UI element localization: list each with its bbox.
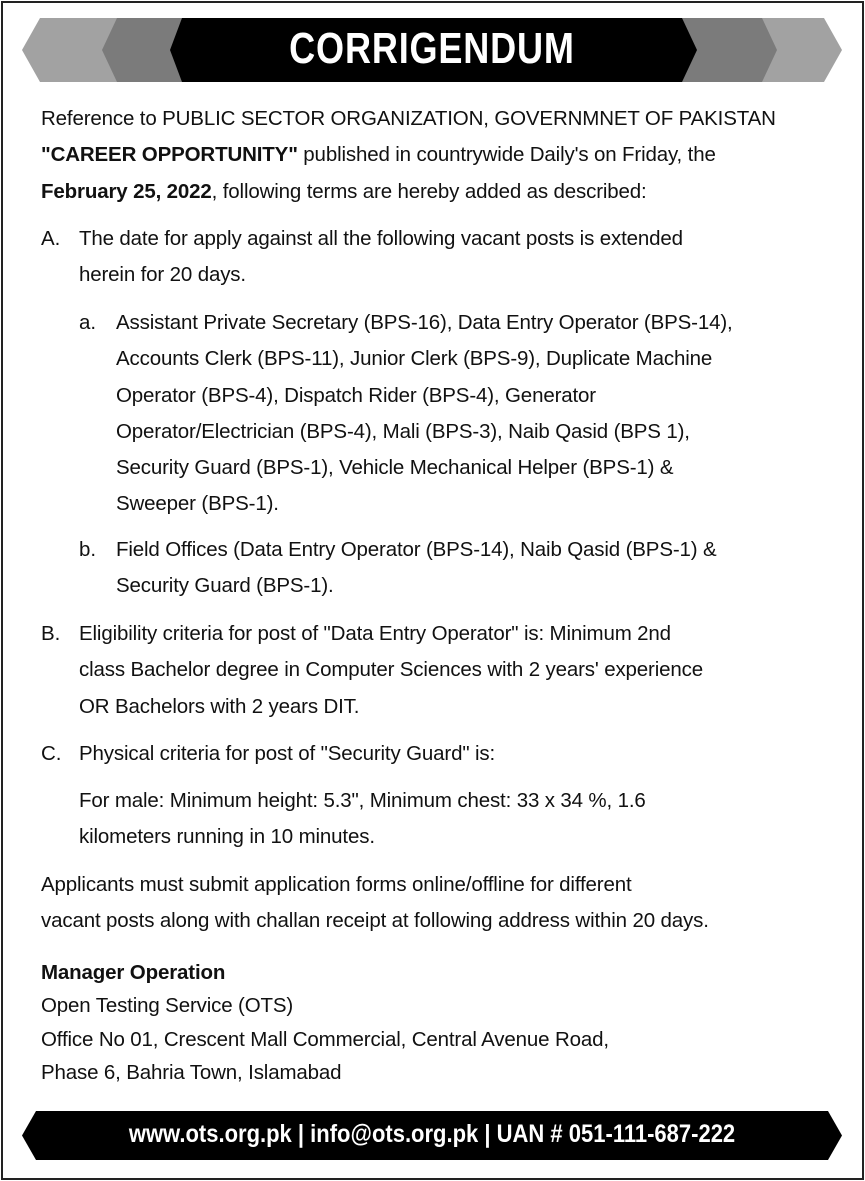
intro-bold-date: February 25, 2022 xyxy=(41,179,212,203)
address-title: Manager Operation xyxy=(41,961,226,984)
item-text: Eligibility criteria for post of "Data Entry Operator" is: Minimum 2nd class Bachelor degree in Computer Sciences with 2 years' experience OR Bachelors with 2 years DIT. xyxy=(79,622,703,718)
intro-paragraph xyxy=(41,101,776,210)
page-title: CORRIGENDUM xyxy=(289,24,575,73)
item-label: a. xyxy=(79,311,97,334)
item-label: B. xyxy=(41,622,61,645)
item-text: The date for apply against all the following vacant posts is extended herein for 20 days. xyxy=(79,227,683,287)
item-text: For male: Minimum height: 5.3", Minimum chest: 33 x 34 %, 1.6 kilometers running in 10 minutes. xyxy=(79,789,646,849)
contact-info: www.ots.org.pk | info@ots.org.pk | UAN # 051-111-687-222 xyxy=(128,1120,736,1148)
address-lines: Open Testing Service (OTS) Office No 01, Crescent Mall Commercial, Central Avenue Road, Phase 6, Bahria Town, Islamabad xyxy=(41,994,609,1084)
item-text: Physical criteria for post of "Security Guard" is: xyxy=(79,742,496,765)
footer-banner xyxy=(22,1111,842,1160)
intro-line: published in countrywide Daily's on Friday, the xyxy=(297,143,716,167)
intro-line: , following terms are hereby added as described: xyxy=(211,179,647,203)
item-text: Assistant Private Secretary (BPS-16), Data Entry Operator (BPS-14), Accounts Clerk (BPS-11), Junior Clerk (BPS-9), Duplicate Machine Operator (BPS-4), Dispatch Rider (BPS-4), Generator Operator/Electrician (BPS-4), Mali (BPS-3), Naib Qasid (BPS 1), Security Guard (BPS-1), Vehicle Mechanical Helper (BPS-1) & Sweeper (BPS-1). xyxy=(116,311,733,516)
intro-bold-title: "CAREER OPPORTUNITY" xyxy=(41,143,298,167)
intro-line: Reference to PUBLIC SECTOR ORGANIZATION, GOVERNMNET OF PAKISTAN xyxy=(41,107,776,130)
item-text: Field Offices (Data Entry Operator (BPS-14), Naib Qasid (BPS-1) & Security Guard (BPS-1). xyxy=(116,538,717,598)
item-label: A. xyxy=(41,227,61,250)
item-label: b. xyxy=(79,538,97,561)
item-label: C. xyxy=(41,742,62,765)
header-banner xyxy=(22,18,842,82)
closing-paragraph: Applicants must submit application forms online/offline for different vacant posts along with challan receipt at following address within 20 days. xyxy=(41,873,709,933)
